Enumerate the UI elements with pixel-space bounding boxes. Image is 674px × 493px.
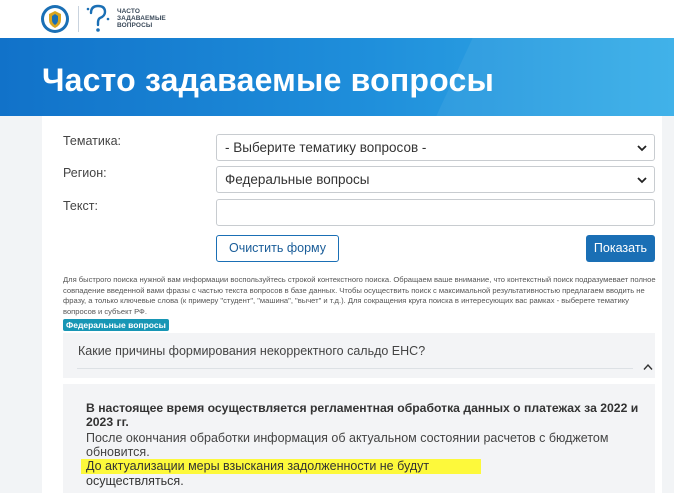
faq-question-text: Какие причины формирования некорректного сальдо ЕНС? — [78, 344, 426, 358]
page-title: Часто задаваемые вопросы — [42, 62, 494, 98]
topic-select-value: - Выберите тематику вопросов - — [225, 140, 427, 155]
left-background — [0, 116, 42, 493]
chevron-up-icon[interactable] — [643, 363, 653, 371]
show-button[interactable]: Показать — [586, 235, 655, 262]
chevron-down-icon — [636, 142, 648, 154]
text-label: Текст: — [63, 199, 98, 213]
logo-text-line: ЧАСТО — [117, 8, 140, 15]
search-text-input[interactable] — [216, 199, 655, 226]
topic-label: Тематика: — [63, 134, 122, 148]
region-badge: Федеральные вопросы — [63, 319, 169, 331]
answer-paragraph: После окончания обработки информация об актуальном состоянии расчетов с бюджетом обновится. — [86, 431, 609, 459]
clear-form-button[interactable]: Очистить форму — [216, 235, 339, 262]
chevron-down-icon — [636, 174, 648, 186]
answer-bold-text: В настоящее время осуществляется регламентная обработка данных о платежах за 2022 и 2023 гг. — [86, 401, 639, 429]
region-select-value: Федеральные вопросы — [225, 172, 370, 187]
faq-question-item[interactable] — [63, 333, 655, 378]
answer-highlighted-paragraph: До актуализации меры взыскания задолженности не будут осуществляться. — [81, 459, 481, 474]
right-background — [662, 116, 674, 493]
region-label: Регион: — [63, 166, 107, 180]
question-divider — [77, 368, 633, 369]
faq-question-icon[interactable] — [85, 3, 111, 35]
search-hint: Для быстрого поиска нужной вам информации воспользуйтесь строкой контекстного поиска. Обращаем ваше внимание, что контекстный поиск подразумевает полное совпадение введенной вами фразы с частью текста вопросов в базе данных. Чтобы осуществить поиск с максимальной результативностью предлагаем вводить не фразу, а только ключевые слова (к примеру "студент", "машина", "вычет" и т.д.). Для сокращения круга поиска в интересующих вас рамках - выберете тематику вопросов и субъект РФ. — [63, 275, 656, 316]
region-select[interactable] — [216, 166, 655, 193]
logo-text-line: ВОПРОСЫ — [117, 22, 153, 29]
hero-banner — [0, 38, 674, 116]
logo-divider — [78, 6, 79, 32]
topic-select[interactable] — [216, 134, 655, 161]
logo-text-line: ЗАДАВАЕМЫЕ — [117, 15, 166, 22]
faq-answer — [63, 384, 655, 493]
top-bar — [0, 0, 674, 38]
fns-emblem-icon[interactable] — [40, 4, 70, 34]
logo-text — [117, 8, 166, 29]
